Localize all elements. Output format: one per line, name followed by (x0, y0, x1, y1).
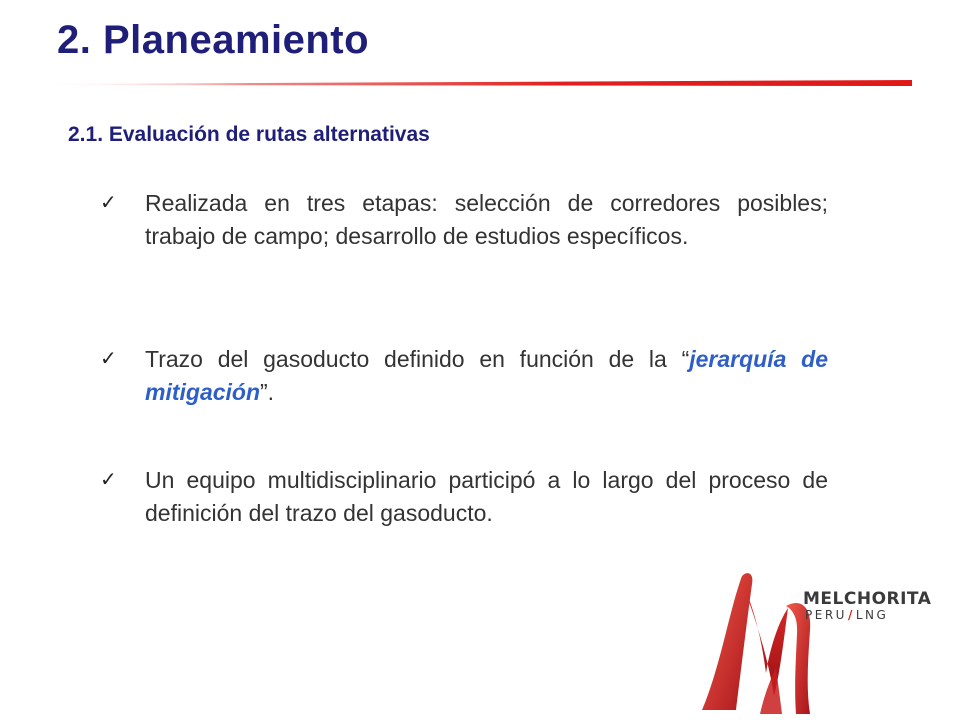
bullet-text: Realizada en tres etapas: selección de corredores posibles; trabajo de campo; desarrollo de estudios específicos. (145, 190, 828, 249)
logo-sub-right: LNG (855, 608, 889, 622)
bullet-item (100, 343, 828, 409)
bullet-text (145, 343, 828, 409)
melchorita-logo (700, 568, 940, 718)
logo-sub-separator: / (847, 608, 855, 622)
checkmark-icon: ✓ (100, 469, 117, 491)
bullet-item (100, 464, 828, 530)
bullet-text-after: ”. (260, 379, 275, 405)
slide-title: 2. Planeamiento (57, 18, 370, 62)
logo-subtitle (805, 608, 888, 622)
bullet-item (100, 187, 828, 253)
logo-sub-left: PERU (805, 608, 847, 622)
bullet-text-before: Trazo del gasoducto definido en función de la “ (145, 346, 690, 372)
title-divider (30, 80, 912, 88)
bullet-text: Un equipo multidisciplinario participó a lo largo del proceso de definición del trazo del gasoducto. (145, 467, 828, 526)
checkmark-icon: ✓ (100, 192, 117, 214)
section-subtitle: 2.1. Evaluación de rutas alternativas (68, 123, 430, 146)
bullet-emphasis: jerarquía de mitigación (145, 346, 828, 405)
checkmark-icon: ✓ (100, 348, 117, 370)
logo-name: MELCHORITA (803, 589, 932, 609)
